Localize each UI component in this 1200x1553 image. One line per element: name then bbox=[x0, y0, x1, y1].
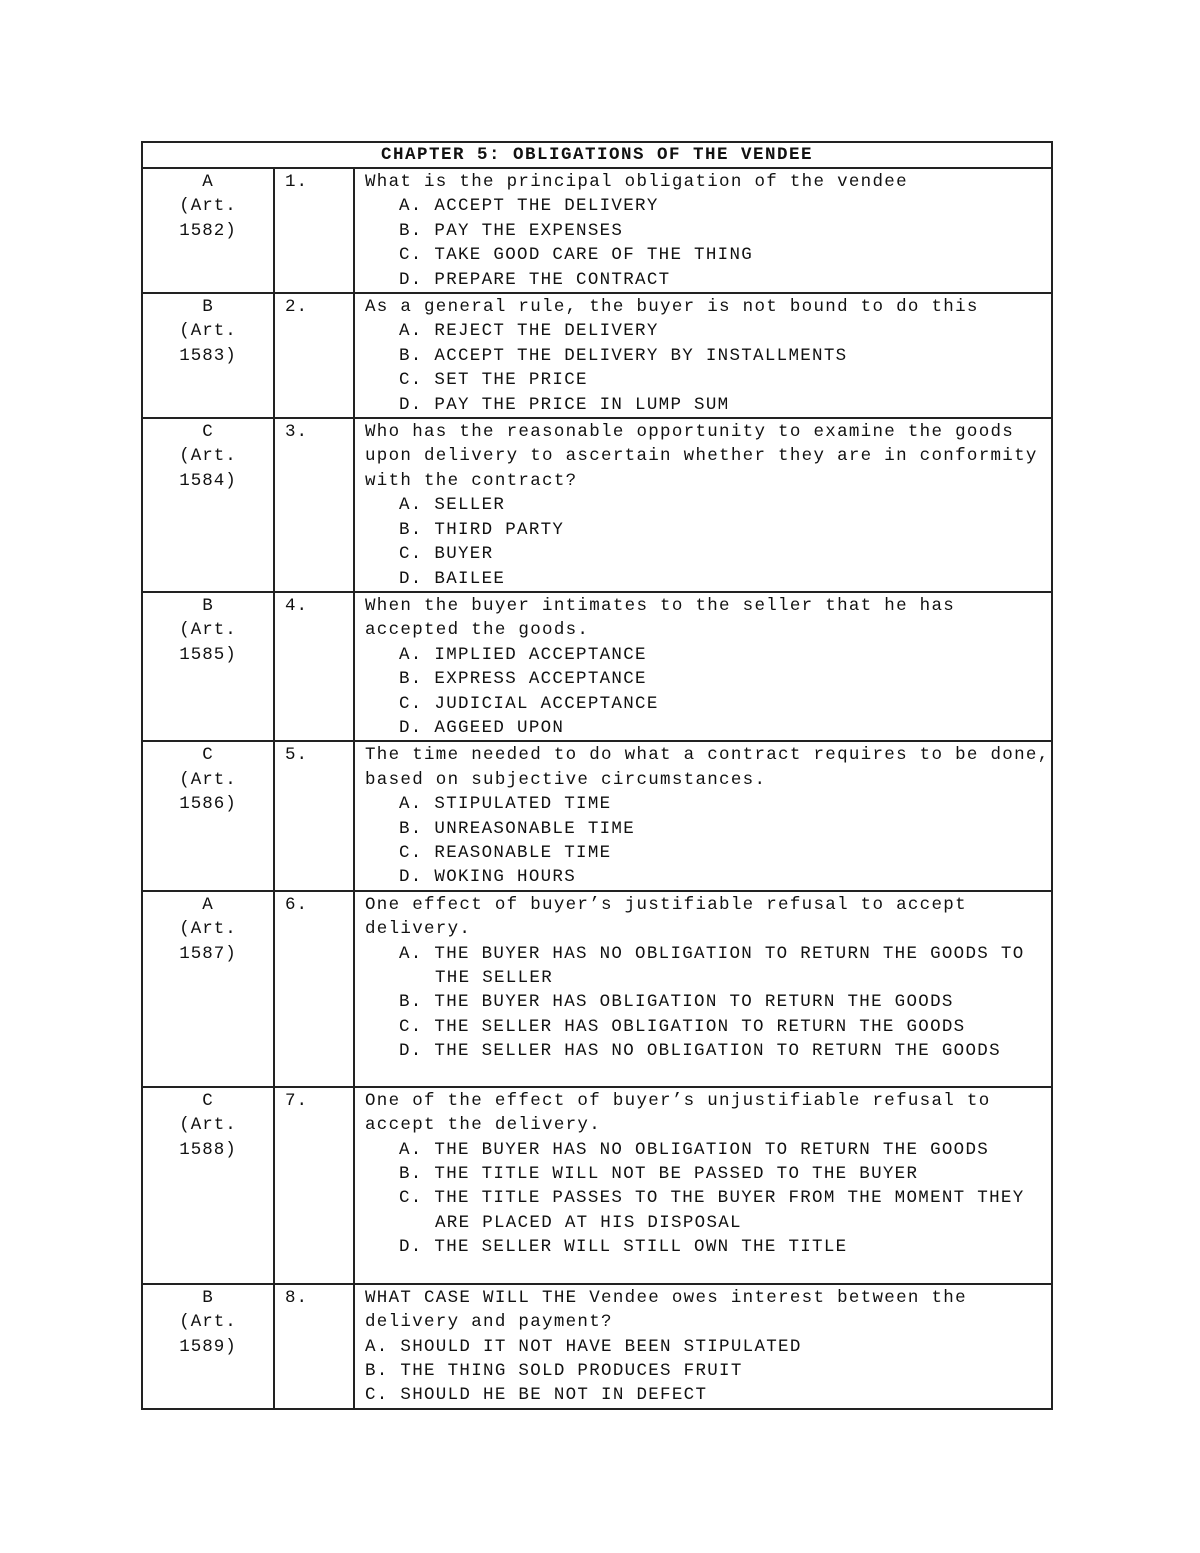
option-d: D. AGGEED UPON bbox=[399, 717, 565, 738]
question-number: 8. bbox=[274, 1284, 354, 1409]
table-row bbox=[142, 293, 1052, 418]
answer-letter: B bbox=[202, 1287, 214, 1308]
table-row bbox=[142, 418, 1052, 592]
option-a: A. THE BUYER HAS NO OBLIGATION TO RETURN THE GOODS bbox=[399, 1139, 990, 1160]
table-row bbox=[142, 891, 1052, 1087]
table-row bbox=[142, 1087, 1052, 1284]
question-number: 7. bbox=[274, 1087, 354, 1284]
question-number: 6. bbox=[274, 891, 354, 1087]
option-a: A. THE BUYER HAS NO OBLIGATION TO RETURN THE GOODS TO THE SELLER bbox=[399, 943, 1025, 988]
article-number: 1584) bbox=[179, 470, 237, 491]
answer-letter: C bbox=[202, 1090, 214, 1111]
answer-letter: B bbox=[202, 297, 214, 318]
option-d: D. BAILEE bbox=[399, 568, 506, 589]
option-b: B. ACCEPT THE DELIVERY BY INSTALLMENTS bbox=[399, 345, 848, 366]
question-cell bbox=[354, 1087, 1052, 1284]
table-row bbox=[142, 741, 1052, 890]
option-c: C. BUYER bbox=[399, 544, 494, 565]
option-c: C. TAKE GOOD CARE OF THE THING bbox=[399, 245, 754, 266]
answer-cell bbox=[142, 741, 274, 890]
article-open: (Art. bbox=[179, 1115, 237, 1136]
option-b: B. EXPRESS ACCEPTANCE bbox=[399, 669, 647, 690]
question-text: WHAT CASE WILL THE Vendee owes interest between the delivery and payment? bbox=[365, 1287, 967, 1333]
document-page bbox=[141, 141, 1051, 1410]
answer-letter: A bbox=[202, 172, 214, 192]
question-text: One of the effect of buyer’s unjustifiable refusal to accept the delivery. bbox=[365, 1090, 991, 1136]
table-header-row bbox=[142, 142, 1052, 168]
option-c: C. JUDICIAL ACCEPTANCE bbox=[399, 693, 659, 714]
article-number: 1585) bbox=[179, 644, 237, 665]
question-number: 5. bbox=[274, 741, 354, 890]
answer-cell bbox=[142, 1087, 274, 1284]
answer-cell bbox=[142, 1284, 274, 1409]
question-cell bbox=[354, 1284, 1052, 1409]
article-number: 1583) bbox=[179, 345, 237, 366]
question-cell bbox=[354, 891, 1052, 1087]
option-c: C. SHOULD HE BE NOT IN DEFECT bbox=[365, 1385, 708, 1406]
option-b: B. PAY THE EXPENSES bbox=[399, 220, 624, 241]
question-cell bbox=[354, 592, 1052, 741]
answer-letter: A bbox=[202, 894, 214, 915]
quiz-table bbox=[141, 141, 1053, 1410]
question-cell bbox=[354, 418, 1052, 592]
question-cell bbox=[354, 741, 1052, 890]
article-open: (Art. bbox=[179, 446, 237, 467]
question-text: Who has the reasonable opportunity to examine the goods upon delivery to ascertain whether they are in conformity with the contract? bbox=[365, 422, 1038, 491]
answer-cell bbox=[142, 592, 274, 741]
article-open: (Art. bbox=[179, 321, 237, 342]
answer-letter: C bbox=[202, 422, 214, 443]
answer-cell bbox=[142, 293, 274, 418]
option-b: B. THE BUYER HAS OBLIGATION TO RETURN THE GOODS bbox=[399, 992, 954, 1013]
question-text: What is the principal obligation of the vendee bbox=[365, 172, 908, 192]
table-row bbox=[142, 168, 1052, 293]
article-number: 1587) bbox=[179, 943, 237, 964]
article-open: (Art. bbox=[179, 196, 237, 217]
answer-cell bbox=[142, 891, 274, 1087]
answer-letter: B bbox=[202, 595, 214, 616]
option-a: A. SELLER bbox=[399, 495, 506, 516]
chapter-title: CHAPTER 5: OBLIGATIONS OF THE VENDEE bbox=[142, 142, 1052, 168]
option-c: C. THE SELLER HAS OBLIGATION TO RETURN THE GOODS bbox=[399, 1016, 966, 1037]
option-d: D. THE SELLER HAS NO OBLIGATION TO RETURN THE GOODS bbox=[399, 1041, 1001, 1062]
option-a: A. IMPLIED ACCEPTANCE bbox=[399, 644, 647, 665]
article-open: (Art. bbox=[179, 620, 237, 641]
article-open: (Art. bbox=[179, 1312, 237, 1333]
option-a: A. ACCEPT THE DELIVERY bbox=[399, 196, 659, 217]
option-b: B. THE TITLE WILL NOT BE PASSED TO THE BUYER bbox=[399, 1164, 919, 1184]
question-text: As a general rule, the buyer is not bound to do this bbox=[365, 297, 979, 318]
option-d: D. WOKING HOURS bbox=[399, 867, 577, 888]
option-b: B. UNREASONABLE TIME bbox=[399, 818, 636, 839]
answer-letter: C bbox=[202, 745, 214, 766]
table-row bbox=[142, 592, 1052, 741]
option-b: B. THIRD PARTY bbox=[399, 519, 565, 540]
table-row bbox=[142, 1284, 1052, 1409]
article-number: 1588) bbox=[179, 1139, 237, 1160]
question-cell bbox=[354, 293, 1052, 418]
option-c: C. THE TITLE PASSES TO THE BUYER FROM THE MOMENT THEY ARE PLACED AT HIS DISPOSAL bbox=[399, 1188, 1025, 1233]
question-number: 2. bbox=[274, 293, 354, 418]
question-cell bbox=[354, 168, 1052, 293]
option-a: A. REJECT THE DELIVERY bbox=[399, 321, 659, 342]
option-b: B. THE THING SOLD PRODUCES FRUIT bbox=[365, 1361, 743, 1381]
question-text: The time needed to do what a contract requires to be done, based on subjective circumstances. bbox=[365, 745, 1050, 790]
answer-cell bbox=[142, 418, 274, 592]
option-c: C. REASONABLE TIME bbox=[399, 842, 612, 863]
option-d: D. PAY THE PRICE IN LUMP SUM bbox=[399, 394, 730, 415]
option-d: D. THE SELLER WILL STILL OWN THE TITLE bbox=[399, 1237, 848, 1258]
article-open: (Art. bbox=[179, 919, 237, 940]
answer-cell bbox=[142, 168, 274, 293]
question-number: 1. bbox=[274, 168, 354, 293]
article-number: 1589) bbox=[179, 1336, 237, 1357]
option-d: D. PREPARE THE CONTRACT bbox=[399, 269, 671, 290]
article-open: (Art. bbox=[179, 769, 237, 790]
question-text: When the buyer intimates to the seller that he has accepted the goods. bbox=[365, 595, 956, 641]
article-number: 1582) bbox=[179, 220, 237, 241]
option-a: A. STIPULATED TIME bbox=[399, 794, 612, 815]
option-c: C. SET THE PRICE bbox=[399, 370, 588, 391]
question-rows bbox=[142, 168, 1052, 1409]
question-number: 4. bbox=[274, 592, 354, 741]
option-a: A. SHOULD IT NOT HAVE BEEN STIPULATED bbox=[365, 1336, 802, 1357]
question-text: One effect of buyer’s justifiable refusal to accept delivery. bbox=[365, 894, 967, 940]
question-number: 3. bbox=[274, 418, 354, 592]
article-number: 1586) bbox=[179, 794, 237, 815]
